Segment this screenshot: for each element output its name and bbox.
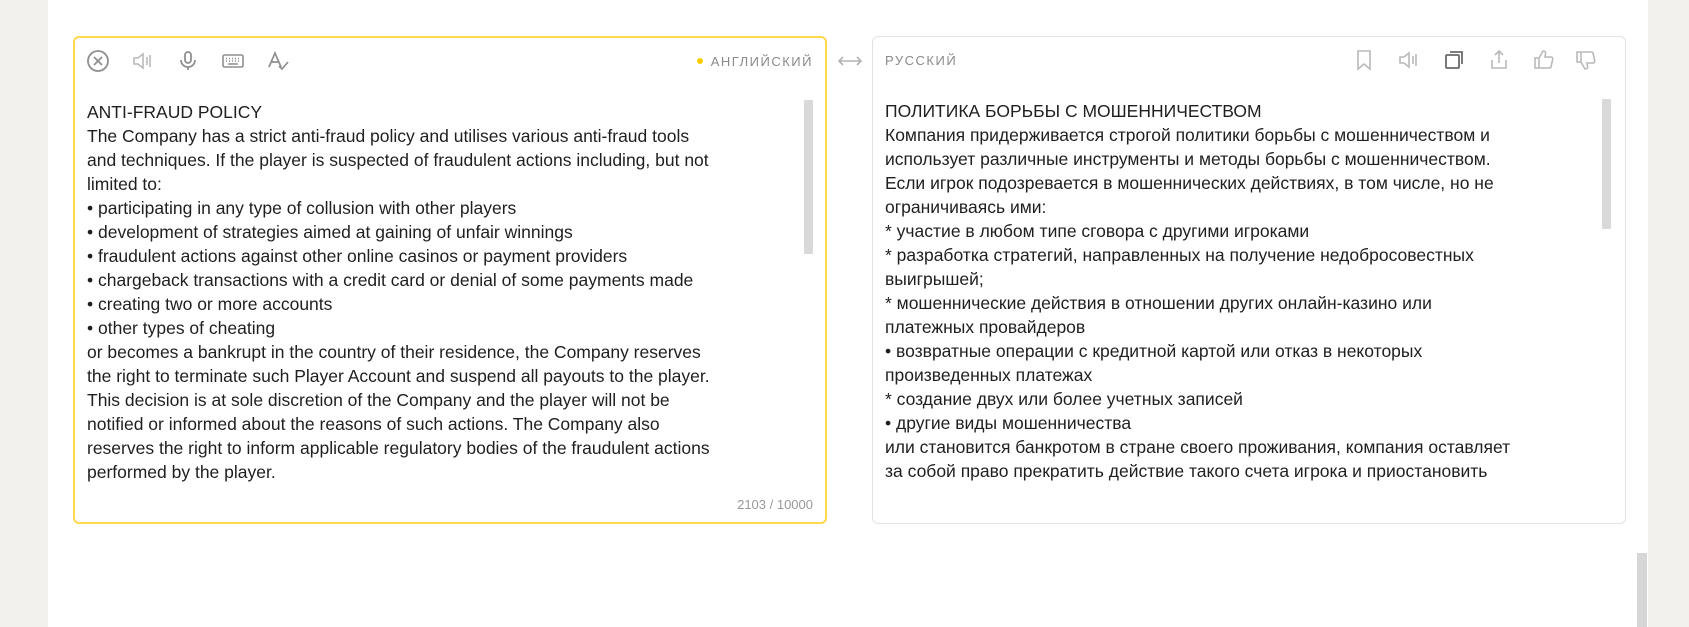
source-text-line: notified or informed about the reasons of such actions. The Company also [87,414,660,434]
keyboard-icon[interactable] [220,48,246,74]
bookmark-icon[interactable] [1351,47,1377,73]
source-language-selector[interactable] [697,54,813,69]
translation-text-line: платежных провайдеров [885,317,1086,337]
translation-text-line: Если игрок подозревается в мошеннических действиях, в том числе, но не [885,173,1494,193]
source-text-line: ANTI-FRAUD POLICY [87,102,263,122]
speaker-icon[interactable] [130,48,156,74]
swap-arrows-icon [836,54,864,68]
source-text-line: • development of strategies aimed at gaining of unfair winnings [87,222,573,242]
translation-text-line: Компания придерживается строгой политики борьбы с мошенничеством и [885,125,1490,145]
source-text-line: reserves the right to inform applicable regulatory bodies of the fraudulent actions [87,438,710,458]
source-text-input[interactable] [87,100,803,482]
translation-text-line: ограничиваясь ими: [885,197,1047,217]
target-scrollbar[interactable] [1602,99,1611,229]
translation-text-line: ПОЛИТИКА БОРЬБЫ С МОШЕННИЧЕСТВОМ [885,101,1262,121]
swap-languages-button[interactable] [836,54,864,68]
source-text-line: limited to: [87,174,162,194]
translation-text-line: * участие в любом типе сговора с другими игроками [885,221,1310,241]
active-language-dot [697,58,703,64]
translation-text-line: * мошеннические действия в отношении других онлайн-казино или [885,293,1432,313]
target-toolbar [873,37,1625,85]
thumbs-up-icon[interactable] [1531,47,1557,73]
microphone-icon[interactable] [175,48,201,74]
source-text-line: • participating in any type of collusion with other players [87,198,517,218]
target-language-selector[interactable] [885,53,957,68]
source-toolbar [75,38,825,86]
speaker-icon[interactable] [1396,47,1422,73]
spellcheck-icon[interactable] [265,48,291,74]
translation-text-line: выигрышей; [885,269,984,289]
translation-text-line: * разработка стратегий, направленных на получение недобросовестных [885,245,1474,265]
translation-text-line: использует различные инструменты и методы борьбы с мошенничеством. [885,149,1491,169]
copy-icon[interactable] [1441,47,1467,73]
translation-text-line: • другие виды мошенничества [885,413,1132,433]
source-text-line: The Company has a strict anti-fraud policy and utilises various anti-fraud tools [87,126,690,146]
share-icon[interactable] [1486,47,1512,73]
source-text-line: • chargeback transactions with a credit card or denial of some payments made [87,270,694,290]
source-language-label: АНГЛИЙСКИЙ [710,54,813,69]
clear-icon[interactable] [85,48,111,74]
translation-output [885,99,1601,481]
source-text-line: performed by the player. [87,462,276,482]
page-scrollbar[interactable] [1637,553,1647,627]
source-text-line: or becomes a bankrupt in the country of their residence, the Company reserves [87,342,701,362]
translation-text-line: или становится банкротом в стране своего проживания, компания оставляет [885,437,1511,457]
translation-text-line: за собой право прекратить действие такого счета игрока и приостановить [885,461,1488,481]
target-panel [872,36,1626,524]
target-language-label: РУССКИЙ [885,53,958,68]
source-text-line: and techniques. If the player is suspected of fraudulent actions including, but not [87,150,709,170]
source-scrollbar[interactable] [804,100,813,254]
thumbs-down-icon[interactable] [1573,47,1599,73]
source-text-line: the right to terminate such Player Account and suspend all payouts to the player. [87,366,710,386]
translation-text-line: произведенных платежах [885,365,1093,385]
character-counter: 2103 / 10000 [737,497,813,512]
source-text-line: • creating two or more accounts [87,294,333,314]
source-text-line: • fraudulent actions against other online casinos or payment providers [87,246,628,266]
source-panel [73,36,827,524]
source-text-line: This decision is at sole discretion of the Company and the player will not be [87,390,670,410]
translation-text-line: • возвратные операции с кредитной картой или отказ в некоторых [885,341,1423,361]
source-text-line: • other types of cheating [87,318,276,338]
translation-text-line: * создание двух или более учетных записей [885,389,1243,409]
